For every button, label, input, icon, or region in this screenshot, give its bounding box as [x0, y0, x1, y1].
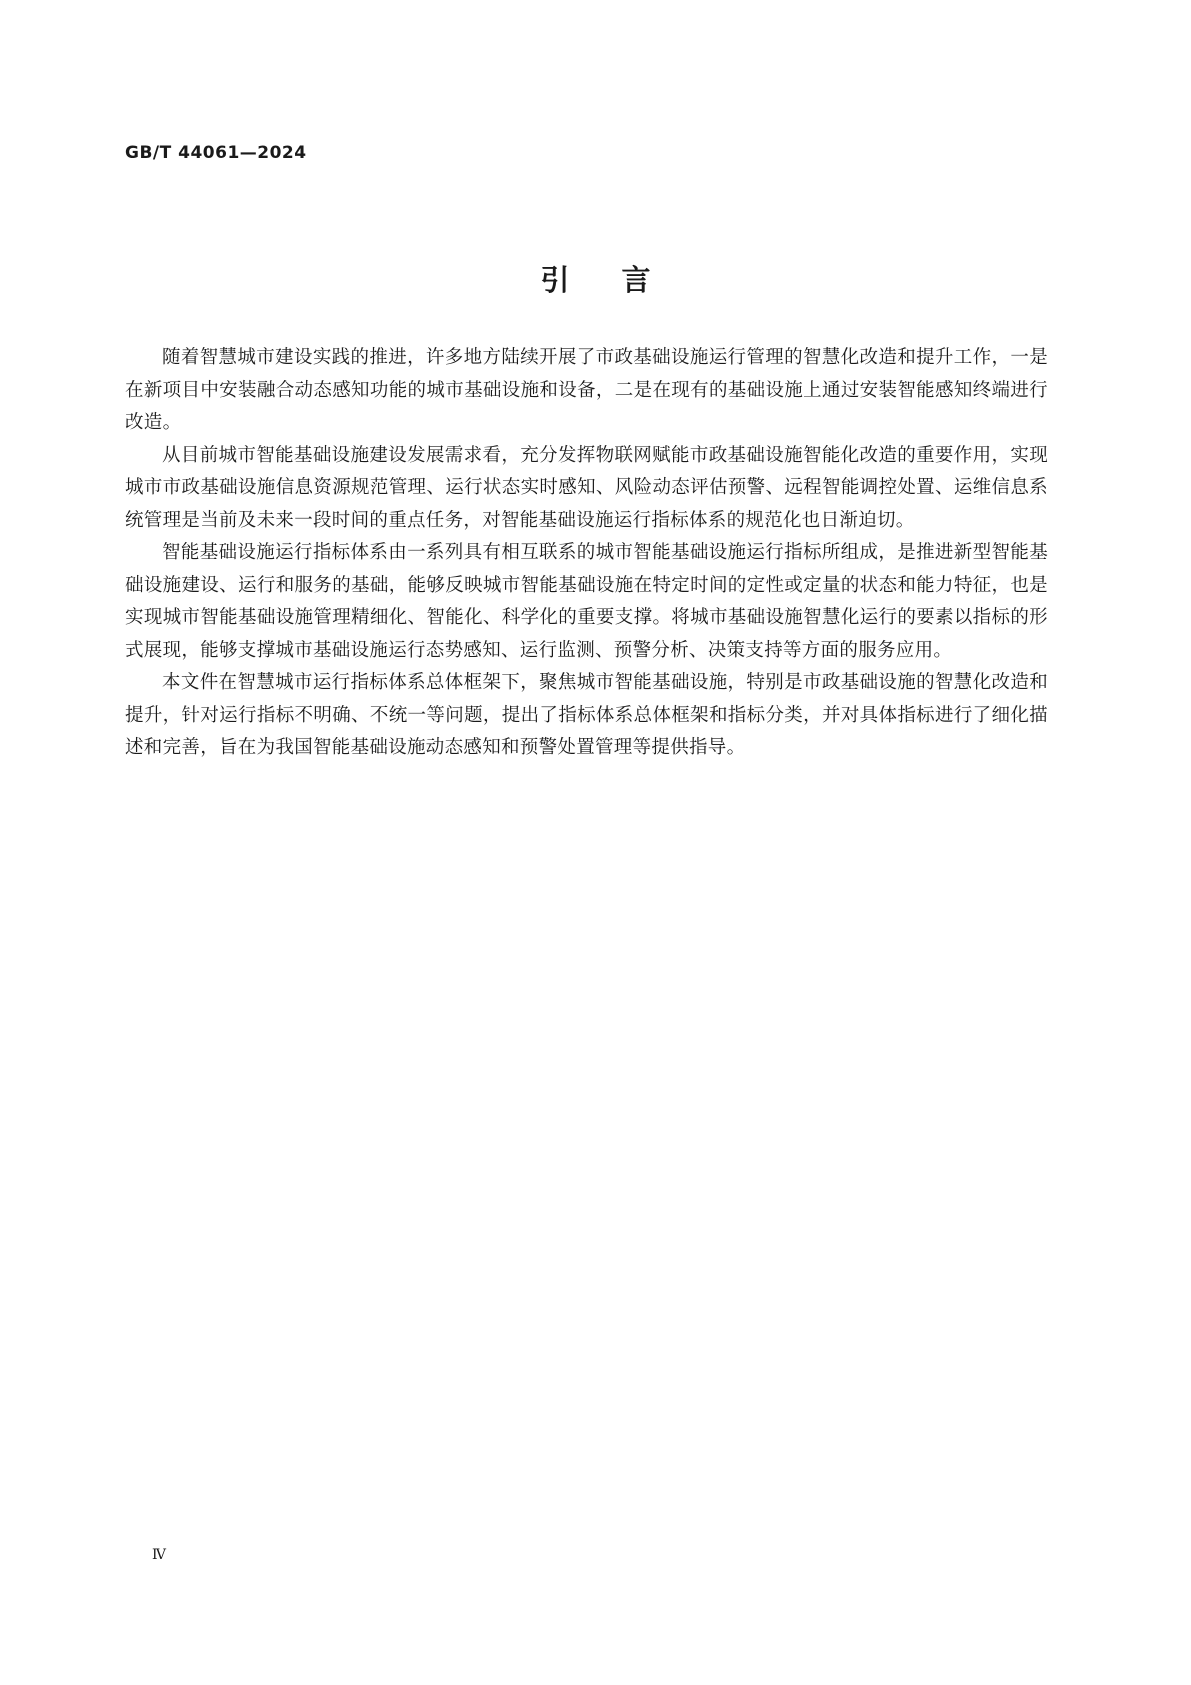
paragraph: 本文件在智慧城市运行指标体系总体框架下，聚焦城市智能基础设施，特别是市政基础设施的智慧化改造和提升，针对运行指标不明确、不统一等问题，提出了指标体系总体框架和指标分类，并对具体指标进行了细化描述和完善，旨在为我国智能基础设施动态感知和预警处置管理等提供指导。: [125, 672, 1048, 758]
introduction-body: [125, 342, 1048, 765]
document-code: GB/T 44061—2024: [125, 143, 307, 163]
page-number: Ⅳ: [152, 1547, 166, 1563]
paragraph: 从目前城市智能基础设施建设发展需求看，充分发挥物联网赋能市政基础设施智能化改造的重要作用，实现城市市政基础设施信息资源规范管理、运行状态实时感知、风险动态评估预警、远程智能调控处置、运维信息系统管理是当前及未来一段时间的重点任务，对智能基础设施运行指标体系的规范化也日渐迫切。: [125, 444, 1048, 531]
page-title: 引言: [540, 263, 703, 298]
paragraph: 随着智慧城市建设实践的推进，许多地方陆续开展了市政基础设施运行管理的智慧化改造和提升工作，一是在新项目中安装融合动态感知功能的城市基础设施和设备，二是在现有的基础设施上通过安装智能感知终端进行改造。: [125, 347, 1048, 433]
paragraph: 智能基础设施运行指标体系由一系列具有相互联系的城市智能基础设施运行指标所组成，是推进新型智能基础设施建设、运行和服务的基础，能够反映城市智能基础设施在特定时间的定性或定量的状态和能力特征，也是实现城市智能基础设施管理精细化、智能化、科学化的重要支撑。将城市基础设施智慧化运行的要素以指标的形式展现，能够支撑城市基础设施运行态势感知、运行监测、预警分析、决策支持等方面的服务应用。: [125, 542, 1048, 661]
